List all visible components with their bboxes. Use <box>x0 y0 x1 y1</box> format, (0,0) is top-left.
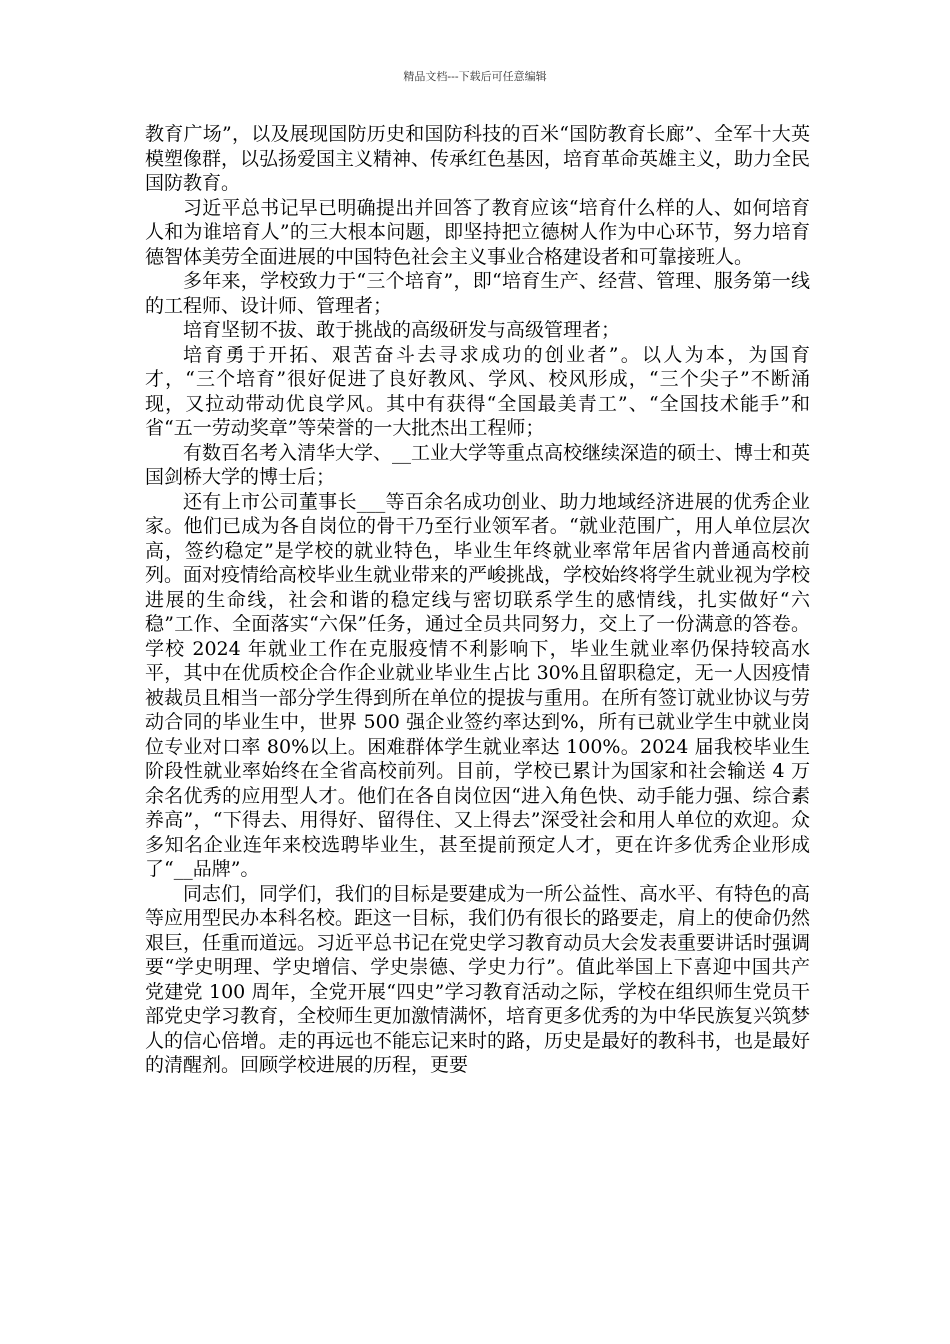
paragraph: 教育广场”，以及展现国防历史和国防科技的百米“国防教育长廊”、全军十大英模塑像群，以弘扬爱国主义精神、传承红色基因，培育革命英雄主义，助力全民国防教育。 <box>145 123 811 194</box>
paragraph: 多年来，学校致力于“三个培育”，即“培育生产、经营、管理、服务第一线的工程师、设计师、管理者； <box>145 270 810 317</box>
paragraph: 培育坚韧不拔、敢于挑战的高级研发与高级管理者； <box>183 319 621 341</box>
paragraph: 同志们，同学们，我们的目标是要建成为一所公益性、高水平、有特色的高等应用型民办本科名校。距这一目标，我们仍有很长的路要走，肩上的使命仍然艰巨，任重而道远。习近平总书记在党史学习教育动员大会发表重要讲话时强调要“学史明理、学史增信、学史崇德、学史力行”。值此举国上下喜迎中国共产党建党 100 周年，全党开展“四史”学习教育活动之际，学校在组织师生党员干部党史学习教育，全校师生更加激情满怀，培育更多优秀的为中华民族复兴筑梦人的信心倍增。走的再远也不能忘记来时的路，历史是最好的教科书，也是最好的清醒剂。回顾学校进展的历程，更要 <box>145 882 811 1076</box>
paragraph: 习近平总书记早已明确提出并回答了教育应该“培育什么样的人、如何培育人和为谁培育人”的三大根本问题，即坚持把立德树人作为中心环节，努力培育德智体美劳全面进展的中国特色社会主义事业合格建设者和可靠接班人。 <box>145 196 810 268</box>
document-body <box>145 122 810 1078</box>
page-header: 精品文档---下载后可任意编辑 <box>403 70 547 83</box>
paragraph: 有数百名考入清华大学、__工业大学等重点高校继续深造的硕士、博士和英国剑桥大学的博士后； <box>145 441 811 488</box>
paragraph: 培育勇于开拓、艰苦奋斗去寻求成功的创业者”。以人为本，为国育才，“三个培育”很好促进了良好教风、学风、校风形成，“三个尖子”不断涌现，又拉动带动优良学风。其中有获得“全国最美青工”、“全国技术能手”和省“五一劳动奖章”等荣誉的一大批杰出工程师； <box>145 343 810 439</box>
paragraph: 还有上市公司董事长___等百余名成功创业、助力地域经济进展的优秀企业家。他们已成为各自岗位的骨干乃至行业领军者。“就业范围广，用人单位层次高，签约稳定”是学校的就业特色，毕业生年终就业率常年居省内普通高校前列。面对疫情给高校毕业生就业带来的严峻挑战，学校始终将学生就业视为学校进展的生命线，社会和谐的稳定线与密切联系学生的感情线，扎实做好“六稳”工作、全面落实“六保”任务，通过全员共同努力，交上了一份满意的答卷。学校 2024 年就业工作在克服疫情不利影响下，毕业生就业率仍保持较高水平，其中在优质校企合作企业就业毕业生占比 30%且留职稳定，无一人因疫情被裁员且相当一部分学生得到所在单位的提拔与重用。在所有签订就业协议与劳动合同的毕业生中，世界 500 强企业签约率达到%，所有已就业学生中就业岗位专业对口率 80%以上。困难群体学生就业率达 100%。2024 届我校毕业生阶段性就业率始终在全省高校前列。目前，学校已累计为国家和社会输送 4 万余名优秀的应用型人才。他们在各自岗位因“进入角色快、动手能力强、综合素养高”，“下得去、用得好、留得住、又上得去”深受社会和用人单位的欢迎。众多知名企业连年来校选聘毕业生，甚至提前预定人才，更在许多优秀企业形成了“__品牌”。 <box>145 490 811 880</box>
